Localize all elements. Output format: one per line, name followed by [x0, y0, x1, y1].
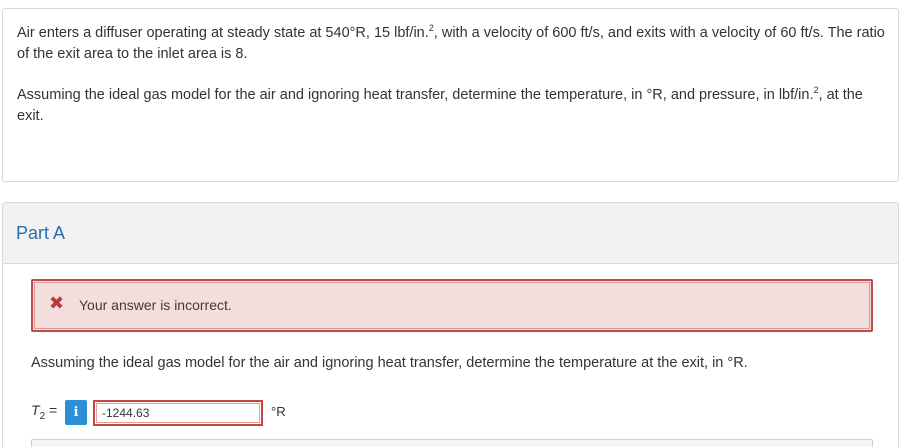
problem-statement-card [2, 8, 899, 182]
superscript: 2 [428, 23, 434, 34]
problem-paragraph-1 [17, 23, 885, 65]
variable-symbol: T [31, 402, 40, 418]
incorrect-answer-alert [31, 279, 873, 332]
problem-text-part: , with a velocity of 600 ft/s, and exits with a velocity of 60 ft/s. The ratio of the exit area to the inlet area is 8. [17, 25, 885, 62]
superscript: 2 [813, 85, 819, 96]
equals-sign: = [45, 402, 58, 418]
problem-text-part: , at the exit. [17, 87, 863, 124]
answer-input[interactable] [93, 400, 263, 426]
part-a-card [2, 202, 899, 447]
variable-label [31, 402, 57, 422]
info-icon[interactable]: i [65, 400, 87, 425]
part-title[interactable]: Part A [16, 223, 66, 243]
problem-paragraph-2 [17, 85, 885, 127]
x-mark-icon: ✖ [49, 293, 65, 313]
unit-label: °R [271, 404, 286, 419]
problem-text-part: Assuming the ideal gas model for the air and ignoring heat transfer, determine the temperature, in °R, and pressure, in lbf/in. [17, 87, 814, 103]
variable-subscript: 2 [39, 410, 46, 422]
question-text: Assuming the ideal gas model for the air and ignoring heat transfer, determine the temperature at the exit, in °R. [31, 355, 748, 371]
next-section-box [31, 439, 873, 447]
error-message: Your answer is incorrect. [79, 297, 232, 313]
problem-text-part: Air enters a diffuser operating at steady state at 540°R, 15 lbf/in. [17, 25, 429, 41]
part-header[interactable] [3, 203, 898, 264]
